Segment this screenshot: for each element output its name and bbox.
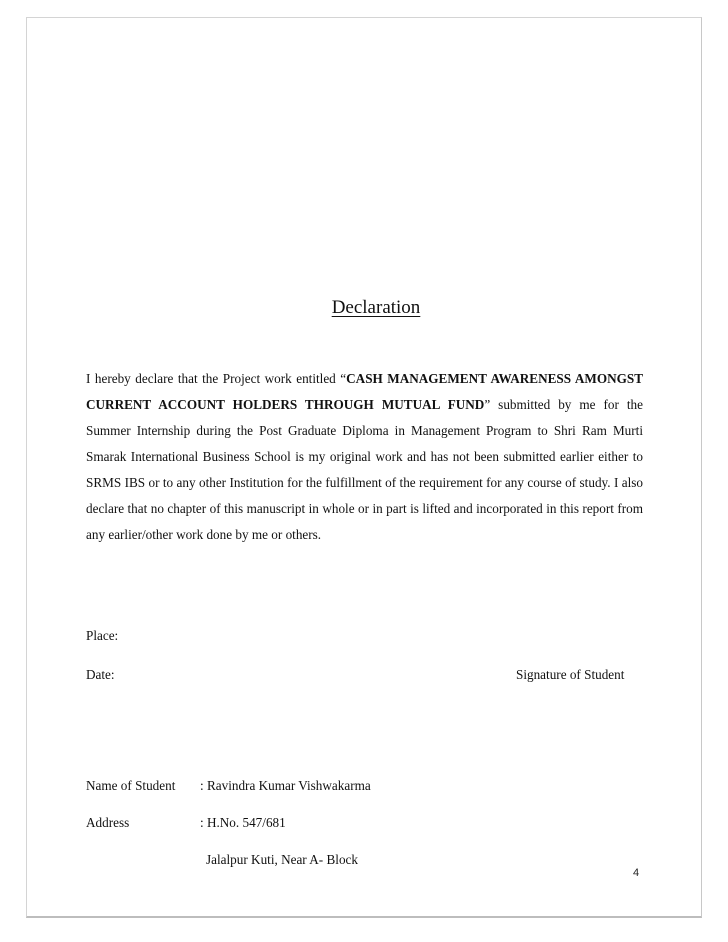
student-name-value: : Ravindra Kumar Vishwakarma bbox=[200, 778, 371, 793]
date-label: Date: bbox=[86, 667, 115, 682]
page-number: 4 bbox=[633, 867, 640, 879]
address-line-2: Jalalpur Kuti, Near A- Block bbox=[206, 852, 358, 867]
address-value: : H.No. 547/681 bbox=[200, 815, 286, 830]
declaration-text-body: ” submitted by me for the Summer Internship during the Post Graduate Diploma in Management Program to Shri Ram Murti Smarak International Business School is my original work and has not been submitted earlier either to SRMS IBS or to any other Institution for the fulfillment of the requirement for any course of study. I also declare that no chapter of this manuscript in whole or in part is lifted and incorporated in this report from any earlier/other work done by me or others. bbox=[86, 397, 643, 542]
address-label: Address bbox=[86, 815, 130, 830]
declaration-heading: Declaration bbox=[331, 297, 421, 318]
page-title bbox=[0, 296, 728, 320]
declaration-paragraph bbox=[86, 366, 643, 548]
declaration-text-intro: I hereby declare that the Project work entitled “ bbox=[86, 371, 347, 386]
place-label: Place: bbox=[86, 628, 119, 643]
student-name-label: Name of Student bbox=[86, 778, 176, 793]
project-title: CASH MANAGEMENT AWARENESS AMONGST CURRENT ACCOUNT HOLDERS THROUGH MUTUAL FUND bbox=[86, 371, 643, 412]
signature-label: Signature of Student bbox=[516, 667, 625, 682]
